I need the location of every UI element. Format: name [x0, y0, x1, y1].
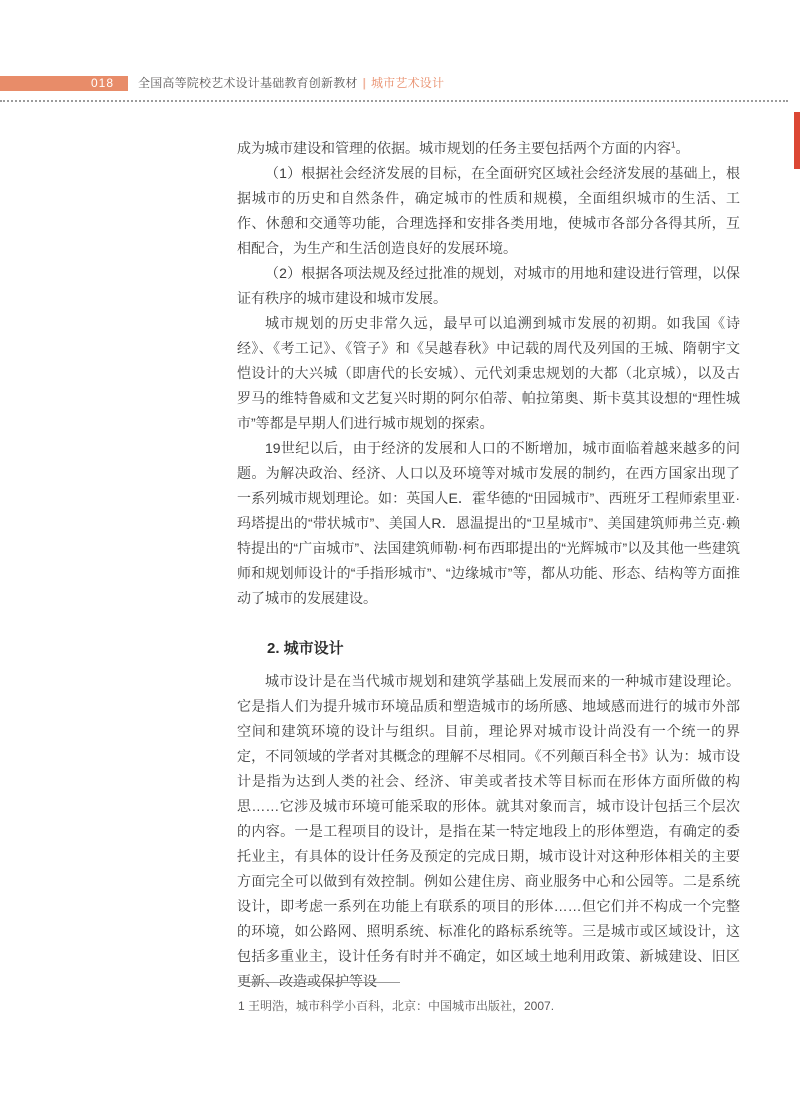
header-dotted-rule: [0, 100, 788, 102]
header-separator: |: [362, 76, 366, 90]
footnote-text: 1 王明浩，城市科学小百科，北京：中国城市出版社，2007.: [238, 999, 555, 1013]
paragraph-intro: [237, 136, 740, 161]
paragraph-task-2: （2）根据各项法规及经过批准的规划，对城市的用地和建设进行管理，以保证有秩序的城市建设和城市发展。: [237, 265, 740, 306]
footnote-marker: 1: [671, 140, 676, 150]
intro-text-end: 。: [675, 140, 690, 156]
chapter-edge-tab: [794, 112, 800, 169]
page-number: 018: [90, 76, 114, 90]
paragraph-task-1: （1）根据社会经济发展的目标，在全面研究区域社会经济发展的基础上，根据城市的历史和自然条件，确定城市的性质和规模，全面组织城市的生活、工作、休憩和交通等功能，合理选择和安排各类用地，使城市各部分各得其所，互相配合，为生产和生活创造良好的发展环境。: [237, 165, 740, 256]
section-heading-urban-design: 2. 城市设计: [267, 640, 344, 657]
body-text-block: [237, 136, 740, 994]
paragraph-19th-century: 19世纪以后，由于经济的发展和人口的不断增加，城市面临着越来越多的问题。为解决政治、经济、人口以及环境等对城市发展的制约，在西方国家出现了一系列城市规划理论。如：英国人E．霍华德的“田园城市”、西班牙工程师索里亚·玛塔提出的“带状城市”、美国人R．恩温提出的“卫星城市”、美国建筑师弗兰克·赖特提出的“广亩城市”、法国建筑师勒·柯布西耶提出的“光辉城市”以及其他一些建筑师和规划师设计的“手指形城市”、“边缘城市”等，都从功能、形态、结构等方面推动了城市的发展建设。: [237, 440, 740, 606]
book-title: 城市艺术设计: [370, 76, 445, 90]
intro-text: 成为城市建设和管理的依据。城市规划的任务主要包括两个方面的内容: [237, 140, 671, 156]
paragraph-urban-design: 城市设计是在当代城市规划和建筑学基础上发展而来的一种城市建设理论。它是指人们为提升城市环境品质和塑造城市的场所感、地域感而进行的城市外部空间和建筑环境的设计与组织。目前，理论界对城市设计尚没有一个统一的界定，不同领域的学者对其概念的理解不尽相同。《不列颠百科全书》认为：城市设计是指为达到人类的社会、经济、审美或者技术等目标而在形体方面所做的构思……它涉及城市环境可能采取的形体。就其对象而言，城市设计包括三个层次的内容。一是工程项目的设计，是指在某一特定地段上的形体塑造，有确定的委托业主，有具体的设计任务及预定的完成日期，城市设计对这种形体相关的主要方面完全可以做到有效控制。例如公建住房、商业服务中心和公园等。二是系统设计，即考虑一系列在功能上有联系的项目的形体……但它们并不构成一个完整的环境，如公路网、照明系统、标准化的路标系统等。三是城市或区域设计，这包括多重业主，设计任务有时并不确定，如区域土地利用政策、新城建设、旧区更新、改造或保护等设: [237, 673, 740, 989]
running-head: [138, 76, 444, 91]
series-title: 全国高等院校艺术设计基础教育创新教材: [138, 76, 358, 90]
paragraph-history: 城市规划的历史非常久远，最早可以追溯到城市发展的初期。如我国《诗经》、《考工记》、《管子》和《吴越春秋》中记载的周代及列国的王城、隋朝宇文恺设计的大兴城（即唐代的长安城）、元代刘秉忠规划的大都（北京城），以及古罗马的维特鲁威和文艺复兴时期的阿尔伯蒂、帕拉第奥、斯卡莫其设想的“理性城市”等都是早期人们进行城市规划的探索。: [237, 315, 740, 431]
page-number-bar: [0, 76, 128, 91]
footnote-rule: [243, 982, 400, 983]
